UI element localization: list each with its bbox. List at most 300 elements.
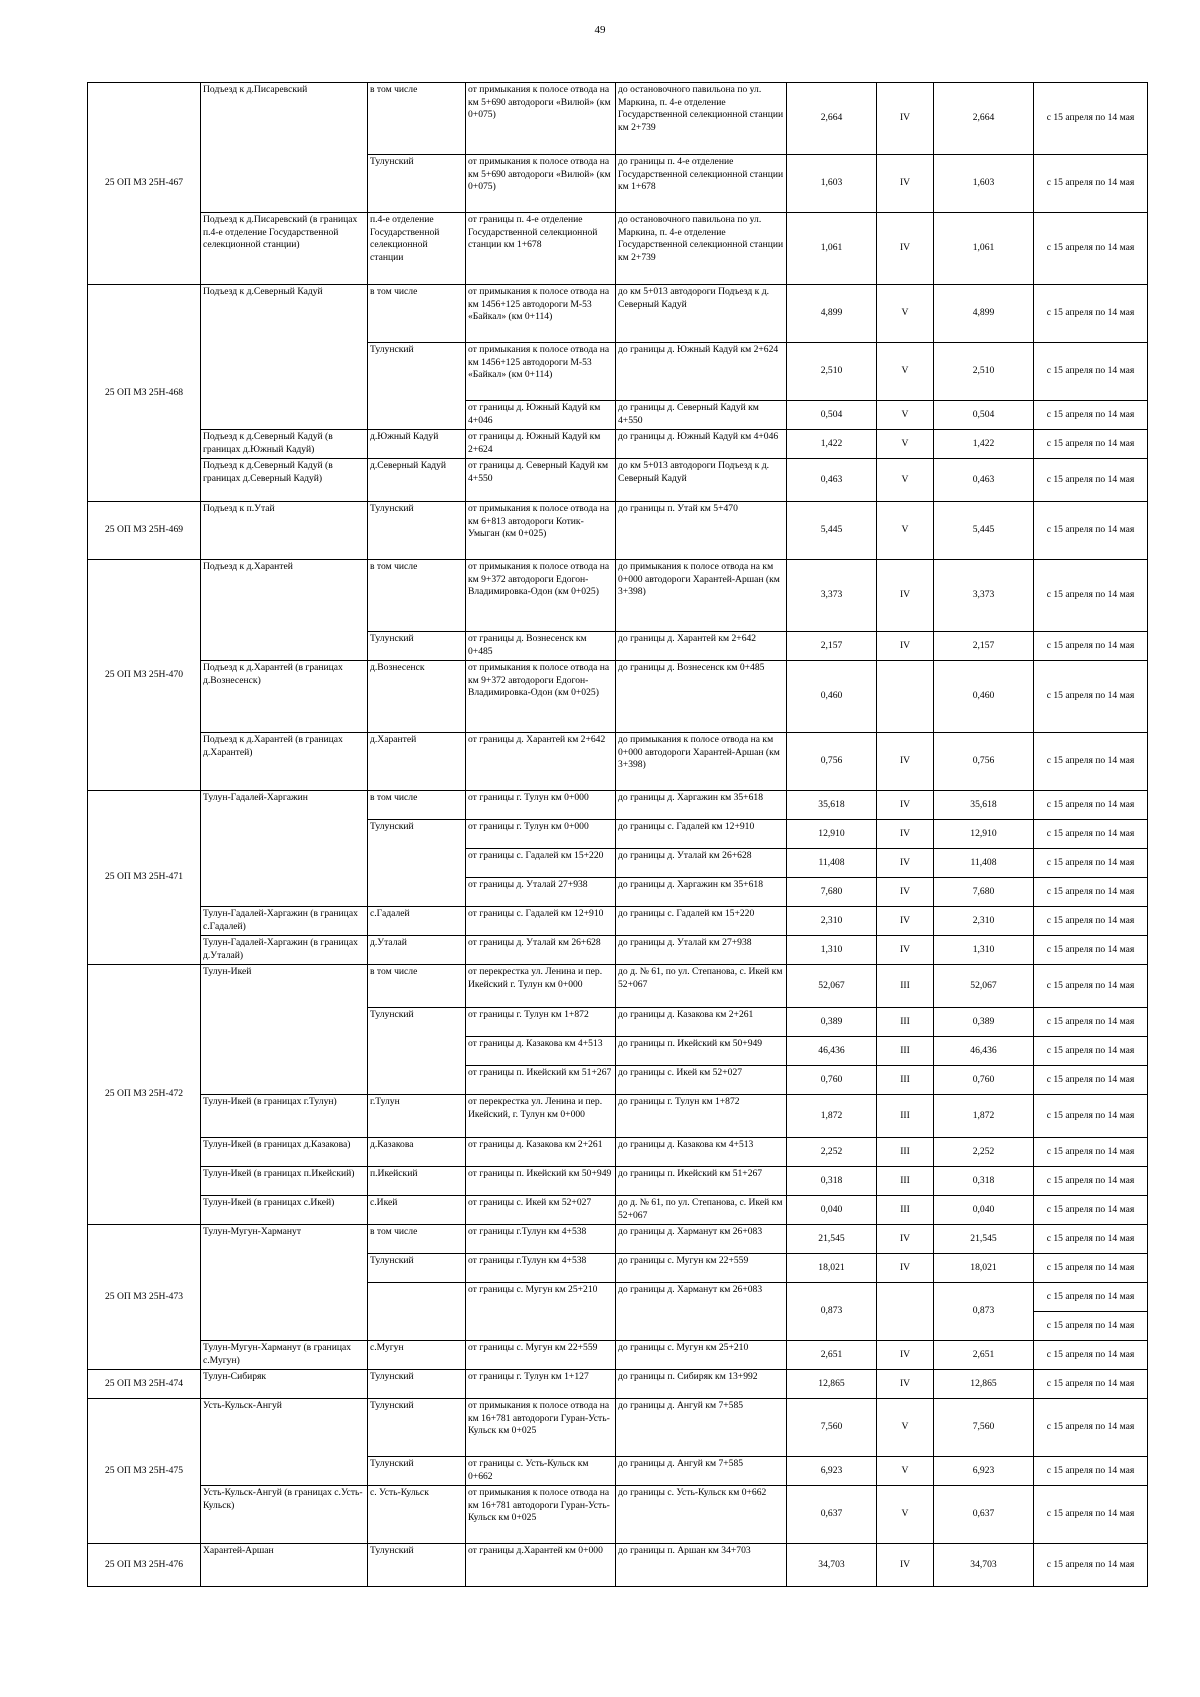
road-name: Подъезд к д.Харантей — [201, 560, 368, 661]
segment-start: от примыкания к полосе отвода на км 6+813 автодороги Котик-Умыган (км 0+025) — [466, 502, 616, 560]
segment-start: от границы с. Гадалей км 12+910 — [466, 907, 616, 936]
segment-start: от границы с. Усть-Кульск км 0+662 — [466, 1457, 616, 1486]
length-km: 1,310 — [787, 936, 877, 965]
table-row — [88, 459, 1148, 502]
table-row — [88, 285, 1148, 343]
segment-end: до д. № 61, по ул. Степанова, с. Икей км 52+067 — [616, 1196, 787, 1225]
road-category: IV — [877, 1544, 934, 1587]
road-category: III — [877, 1095, 934, 1138]
segment-end: до примыкания к полосе отвода на км 0+000 автодороги Харантей-Аршан (км 3+398) — [616, 733, 787, 791]
segment-start: от границы г. Тулун км 1+127 — [466, 1370, 616, 1399]
restricted-length: 7,680 — [934, 878, 1034, 907]
length-km: 12,865 — [787, 1370, 877, 1399]
restriction-period: с 15 апреля по 14 мая — [1034, 1037, 1148, 1066]
area-name: д.Харантей — [368, 733, 466, 791]
restriction-period: с 15 апреля по 14 мая — [1034, 1341, 1148, 1370]
length-km: 12,910 — [787, 820, 877, 849]
area-name: Тулунский — [368, 1370, 466, 1399]
area-name: д.Уталай — [368, 936, 466, 965]
table-row — [88, 661, 1148, 733]
restriction-period: с 15 апреля по 14 мая — [1034, 733, 1148, 791]
road-code: 25 ОП МЗ 25Н-468 — [88, 285, 201, 502]
road-category: V — [877, 1457, 934, 1486]
road-category: III — [877, 965, 934, 1008]
road-name: Подъезд к д.Писаревский — [201, 83, 368, 213]
restricted-length: 2,651 — [934, 1341, 1034, 1370]
segment-end: до границы д. Харманут км 26+083 — [616, 1225, 787, 1254]
road-category: IV — [877, 213, 934, 285]
restricted-length: 1,872 — [934, 1095, 1034, 1138]
table-row — [88, 733, 1148, 791]
segment-end: до остановочного павильона по ул. Маркина, п. 4-е отделение Государственной селекционной станции км 2+739 — [616, 213, 787, 285]
restricted-length: 0,637 — [934, 1486, 1034, 1544]
restriction-period: с 15 апреля по 14 мая — [1034, 849, 1148, 878]
segment-end: до д. № 61, по ул. Степанова, с. Икей км 52+067 — [616, 965, 787, 1008]
length-km: 1,422 — [787, 430, 877, 459]
length-km: 1,872 — [787, 1095, 877, 1138]
restriction-period: с 15 апреля по 14 мая — [1034, 285, 1148, 343]
area-name: в том числе — [368, 965, 466, 1008]
area-name: Тулунский — [368, 343, 466, 430]
length-km: 6,923 — [787, 1457, 877, 1486]
area-name: в том числе — [368, 83, 466, 155]
area-name: с.Гадалей — [368, 907, 466, 936]
table-row — [88, 1544, 1148, 1587]
segment-end: до остановочного павильона по ул. Маркина, п. 4-е отделение Государственной селекционной станции км 2+739 — [616, 83, 787, 155]
road-category: III — [877, 1037, 934, 1066]
table-row — [88, 1486, 1148, 1544]
road-category: V — [877, 430, 934, 459]
length-km: 34,703 — [787, 1544, 877, 1587]
road-category: IV — [877, 1254, 934, 1283]
area-name: Тулунский — [368, 820, 466, 907]
segment-start: от границы с. Мугун км 22+559 — [466, 1341, 616, 1370]
length-km: 0,389 — [787, 1008, 877, 1037]
segment-start: от границы д. Северный Кадуй км 4+550 — [466, 459, 616, 502]
segment-start: от примыкания к полосе отвода на км 5+690 автодороги «Вилюй» (км 0+075) — [466, 155, 616, 213]
segment-start: от примыкания к полосе отвода на км 9+372 автодороги Едогон-Владимировка-Одон (км 0+025) — [466, 661, 616, 733]
restricted-length: 0,873 — [934, 1283, 1034, 1341]
segment-end: до границы д. Казакова км 4+513 — [616, 1138, 787, 1167]
restricted-length: 0,756 — [934, 733, 1034, 791]
segment-end: до границы д. Харманут км 26+083 — [616, 1283, 787, 1341]
restricted-length: 2,510 — [934, 343, 1034, 401]
restricted-length: 0,389 — [934, 1008, 1034, 1037]
segment-end: до границы с. Усть-Кульск км 0+662 — [616, 1486, 787, 1544]
area-name: д.Казакова — [368, 1138, 466, 1167]
road-name: Подъезд к д.Харантей (в границах д.Вознесенск) — [201, 661, 368, 733]
restricted-length: 1,603 — [934, 155, 1034, 213]
length-km: 0,760 — [787, 1066, 877, 1095]
area-name: д.Вознесенск — [368, 661, 466, 733]
road-category: V — [877, 401, 934, 430]
segment-end: до границы п. 4-е отделение Государственной селекционной станции км 1+678 — [616, 155, 787, 213]
restricted-length: 2,157 — [934, 632, 1034, 661]
segment-start: от границы г. Тулун км 0+000 — [466, 820, 616, 849]
segment-start: от границы д. Уталай 27+938 — [466, 878, 616, 907]
road-category: IV — [877, 849, 934, 878]
restriction-period: с 15 апреля по 14 мая — [1034, 1225, 1148, 1254]
restricted-length: 2,664 — [934, 83, 1034, 155]
restriction-period: с 15 апреля по 14 мая — [1034, 661, 1148, 733]
restriction-period: с 15 апреля по 14 мая — [1034, 1095, 1148, 1138]
length-km: 5,445 — [787, 502, 877, 560]
restriction-period: с 15 апреля по 14 мая — [1034, 1486, 1148, 1544]
road-category: IV — [877, 1341, 934, 1370]
segment-start: от примыкания к полосе отвода на км 1456+125 автодороги М-53 «Байкал» (км 0+114) — [466, 343, 616, 401]
table-row — [88, 907, 1148, 936]
segment-start: от границы г.Тулун км 4+538 — [466, 1254, 616, 1283]
segment-end: до границы п. Икейский км 51+267 — [616, 1167, 787, 1196]
segment-end: до границы п. Аршан км 34+703 — [616, 1544, 787, 1587]
area-name: в том числе — [368, 560, 466, 632]
table-row — [88, 1196, 1148, 1225]
length-km: 0,756 — [787, 733, 877, 791]
area-name: Тулунский — [368, 1008, 466, 1095]
road-category: IV — [877, 632, 934, 661]
segment-end: до границы п. Сибиряк км 13+992 — [616, 1370, 787, 1399]
restriction-period: с 15 апреля по 14 мая — [1034, 502, 1148, 560]
road-category: IV — [877, 820, 934, 849]
road-code: 25 ОП МЗ 25Н-469 — [88, 502, 201, 560]
restriction-period: с 15 апреля по 14 мая — [1034, 1138, 1148, 1167]
segment-start: от границы п. Икейский км 51+267 — [466, 1066, 616, 1095]
length-km: 0,460 — [787, 661, 877, 733]
length-km: 0,873 — [787, 1283, 877, 1341]
length-km: 2,510 — [787, 343, 877, 401]
restriction-period: с 15 апреля по 14 мая — [1034, 965, 1148, 1008]
restricted-length: 0,463 — [934, 459, 1034, 502]
length-km: 2,651 — [787, 1341, 877, 1370]
restriction-period: с 15 апреля по 14 мая — [1034, 430, 1148, 459]
restriction-period: с 15 апреля по 14 мая — [1034, 632, 1148, 661]
restriction-period: с 15 апреля по 14 мая — [1034, 560, 1148, 632]
restricted-length: 7,560 — [934, 1399, 1034, 1457]
area-name: в том числе — [368, 285, 466, 343]
road-code: 25 ОП МЗ 25Н-476 — [88, 1544, 201, 1587]
segment-end: до границы д. Казакова км 2+261 — [616, 1008, 787, 1037]
restricted-length: 12,910 — [934, 820, 1034, 849]
restriction-period: с 15 апреля по 14 мая — [1034, 907, 1148, 936]
restricted-length: 1,310 — [934, 936, 1034, 965]
restriction-period: с 15 апреля по 14 мая — [1034, 83, 1148, 155]
restriction-period: с 15 апреля по 14 мая — [1034, 1312, 1148, 1341]
length-km: 2,664 — [787, 83, 877, 155]
area-name: г.Тулун — [368, 1095, 466, 1138]
segment-end: до границы с. Мугун км 25+210 — [616, 1341, 787, 1370]
table-row — [88, 936, 1148, 965]
road-name: Тулун-Гадалей-Харгажин (в границах с.Гадалей) — [201, 907, 368, 936]
segment-start: от перекрестка ул. Ленина и пер. Икейский г. Тулун км 0+000 — [466, 965, 616, 1008]
table-row — [88, 1341, 1148, 1370]
length-km: 1,061 — [787, 213, 877, 285]
segment-end: до границы д. Уталай км 27+938 — [616, 936, 787, 965]
area-name: Тулунский — [368, 1457, 466, 1486]
segment-end: до границы с. Гадалей км 12+910 — [616, 820, 787, 849]
restriction-period: с 15 апреля по 14 мая — [1034, 791, 1148, 820]
restricted-length: 0,460 — [934, 661, 1034, 733]
table-row — [88, 430, 1148, 459]
segment-start: от границы п. Икейский км 50+949 — [466, 1167, 616, 1196]
table-row — [88, 213, 1148, 285]
road-category: IV — [877, 1370, 934, 1399]
segment-end: до границы п. Утай км 5+470 — [616, 502, 787, 560]
length-km: 2,252 — [787, 1138, 877, 1167]
length-km: 52,067 — [787, 965, 877, 1008]
area-name: п.Икейский — [368, 1167, 466, 1196]
road-name: Тулун-Икей (в границах п.Икейский) — [201, 1167, 368, 1196]
segment-start: от границы д. Южный Кадуй км 2+624 — [466, 430, 616, 459]
road-name: Подъезд к д.Северный Кадуй — [201, 285, 368, 430]
road-category: III — [877, 1196, 934, 1225]
segment-start: от примыкания к полосе отвода на км 9+372 автодороги Едогон-Владимировка-Одон (км 0+025) — [466, 560, 616, 632]
road-code: 25 ОП МЗ 25Н-474 — [88, 1370, 201, 1399]
segment-end: до границы д. Харантей км 2+642 — [616, 632, 787, 661]
restriction-period: с 15 апреля по 14 мая — [1034, 1370, 1148, 1399]
segment-start: от границы д. Уталай км 26+628 — [466, 936, 616, 965]
restriction-period: с 15 апреля по 14 мая — [1034, 1066, 1148, 1095]
segment-end: до границы д. Ангуй км 7+585 — [616, 1399, 787, 1457]
road-name: Усть-Кульск-Ангуй — [201, 1399, 368, 1486]
area-name: в том числе — [368, 1225, 466, 1254]
segment-end: до границы с. Гадалей км 15+220 — [616, 907, 787, 936]
road-category: V — [877, 502, 934, 560]
table-row — [88, 791, 1148, 820]
length-km: 4,899 — [787, 285, 877, 343]
table-row — [88, 965, 1148, 1008]
restricted-length: 11,408 — [934, 849, 1034, 878]
road-category: III — [877, 1167, 934, 1196]
table-row — [88, 1167, 1148, 1196]
road-name: Усть-Кульск-Ангуй (в границах с.Усть-Кульск) — [201, 1486, 368, 1544]
segment-end: до км 5+013 автодороги Подъезд к д. Северный Кадуй — [616, 459, 787, 502]
segment-end: до границы д. Харгажин км 35+618 — [616, 791, 787, 820]
restriction-period: с 15 апреля по 14 мая — [1034, 1457, 1148, 1486]
road-category: IV — [877, 83, 934, 155]
area-name: Тулунский — [368, 1399, 466, 1457]
road-category: III — [877, 1066, 934, 1095]
road-name: Тулун-Сибиряк — [201, 1370, 368, 1399]
segment-end: до примыкания к полосе отвода на км 0+000 автодороги Харантей-Аршан (км 3+398) — [616, 560, 787, 632]
road-code: 25 ОП МЗ 25Н-467 — [88, 83, 201, 285]
road-category: IV — [877, 1225, 934, 1254]
road-name: Тулун-Икей (в границах д.Казакова) — [201, 1138, 368, 1167]
length-km: 0,318 — [787, 1167, 877, 1196]
road-name: Тулун-Икей (в границах с.Икей) — [201, 1196, 368, 1225]
segment-start: от границы д. Харантей км 2+642 — [466, 733, 616, 791]
road-code: 25 ОП МЗ 25Н-473 — [88, 1225, 201, 1370]
road-name: Подъезд к д.Писаревский (в границах п.4-е отделение Государственной селекционной станции) — [201, 213, 368, 285]
area-name: Тулунский — [368, 1544, 466, 1587]
restriction-period: с 15 апреля по 14 мая — [1034, 401, 1148, 430]
table-row — [88, 83, 1148, 155]
table-row — [88, 1138, 1148, 1167]
segment-start: от примыкания к полосе отвода на км 5+690 автодороги «Вилюй» (км 0+075) — [466, 83, 616, 155]
length-km: 0,504 — [787, 401, 877, 430]
road-name: Подъезд к д.Северный Кадуй (в границах д.Южный Кадуй) — [201, 430, 368, 459]
segment-start: от границы д.Харантей км 0+000 — [466, 1544, 616, 1587]
segment-end: до границы д. Вознесенск км 0+485 — [616, 661, 787, 733]
road-category: IV — [877, 733, 934, 791]
restriction-period: с 15 апреля по 14 мая — [1034, 936, 1148, 965]
restriction-period: с 15 апреля по 14 мая — [1034, 820, 1148, 849]
road-category: III — [877, 1008, 934, 1037]
segment-start: от границы г.Тулун км 4+538 — [466, 1225, 616, 1254]
segment-start: от границы д. Южный Кадуй км 4+046 — [466, 401, 616, 430]
area-name: с. Усть-Кульск — [368, 1486, 466, 1544]
segment-start: от границы г. Тулун км 0+000 — [466, 791, 616, 820]
restriction-period: с 15 апреля по 14 мая — [1034, 1254, 1148, 1283]
length-km: 18,021 — [787, 1254, 877, 1283]
segment-start: от границы д. Казакова км 4+513 — [466, 1037, 616, 1066]
restricted-length: 1,061 — [934, 213, 1034, 285]
road-code: 25 ОП МЗ 25Н-475 — [88, 1399, 201, 1544]
road-table — [87, 82, 1148, 1587]
table-row — [88, 502, 1148, 560]
road-category: IV — [877, 791, 934, 820]
restriction-period: с 15 апреля по 14 мая — [1034, 343, 1148, 401]
road-category: V — [877, 285, 934, 343]
segment-start: от границы с. Икей км 52+027 — [466, 1196, 616, 1225]
segment-end: до границы д. Уталай км 26+628 — [616, 849, 787, 878]
road-category: IV — [877, 936, 934, 965]
area-name: Тулунский — [368, 155, 466, 213]
restricted-length: 0,318 — [934, 1167, 1034, 1196]
restriction-period: с 15 апреля по 14 мая — [1034, 1196, 1148, 1225]
restricted-length: 2,252 — [934, 1138, 1034, 1167]
road-name: Подъезд к д.Харантей (в границах д.Харантей) — [201, 733, 368, 791]
segment-start: от примыкания к полосе отвода на км 16+781 автодороги Гуран-Усть-Кульск км 0+025 — [466, 1399, 616, 1457]
length-km: 7,680 — [787, 878, 877, 907]
road-category: IV — [877, 560, 934, 632]
restriction-period: с 15 апреля по 14 мая — [1034, 1283, 1148, 1312]
segment-end: до границы с. Икей км 52+027 — [616, 1066, 787, 1095]
restricted-length: 1,422 — [934, 430, 1034, 459]
restricted-length: 21,545 — [934, 1225, 1034, 1254]
segment-end: до границы с. Мугун км 22+559 — [616, 1254, 787, 1283]
segment-end: до границы д. Южный Кадуй км 2+624 — [616, 343, 787, 401]
area-name: п.4-е отделение Государственной селекционной станции — [368, 213, 466, 285]
road-category: V — [877, 1399, 934, 1457]
road-name: Подъезд к д.Северный Кадуй (в границах д.Северный Кадуй) — [201, 459, 368, 502]
area-name: с.Икей — [368, 1196, 466, 1225]
length-km: 3,373 — [787, 560, 877, 632]
area-name: д.Южный Кадуй — [368, 430, 466, 459]
restriction-period: с 15 апреля по 14 мая — [1034, 1167, 1148, 1196]
road-category: III — [877, 1138, 934, 1167]
restriction-period: с 15 апреля по 14 мая — [1034, 213, 1148, 285]
road-category: IV — [877, 907, 934, 936]
length-km: 2,157 — [787, 632, 877, 661]
segment-start: от перекрестка ул. Ленина и пер. Икейский, г. Тулун км 0+000 — [466, 1095, 616, 1138]
road-category: V — [877, 1486, 934, 1544]
road-name: Тулун-Мугун-Харманут — [201, 1225, 368, 1341]
area-name: д.Северный Кадуй — [368, 459, 466, 502]
restricted-length: 0,760 — [934, 1066, 1034, 1095]
area-name: с.Мугун — [368, 1341, 466, 1370]
length-km: 1,603 — [787, 155, 877, 213]
road-name: Подъезд к п.Утай — [201, 502, 368, 560]
road-category — [877, 661, 934, 733]
restricted-length: 6,923 — [934, 1457, 1034, 1486]
road-name: Тулун-Гадалей-Харгажин — [201, 791, 368, 907]
segment-start: от примыкания к полосе отвода на км 1456+125 автодороги М-53 «Байкал» (км 0+114) — [466, 285, 616, 343]
restriction-period: с 15 апреля по 14 мая — [1034, 1008, 1148, 1037]
restricted-length: 4,899 — [934, 285, 1034, 343]
segment-end: до границы д. Северный Кадуй км 4+550 — [616, 401, 787, 430]
area-name: Тулунский — [368, 1254, 466, 1283]
road-category: V — [877, 459, 934, 502]
segment-end: до границы п. Икейский км 50+949 — [616, 1037, 787, 1066]
table-row — [88, 1095, 1148, 1138]
restricted-length: 35,618 — [934, 791, 1034, 820]
road-name: Харантей-Аршан — [201, 1544, 368, 1587]
restriction-period: с 15 апреля по 14 мая — [1034, 155, 1148, 213]
segment-end: до границы г. Тулун км 1+872 — [616, 1095, 787, 1138]
table-row — [88, 1225, 1148, 1254]
segment-end: до км 5+013 автодороги Подъезд к д. Северный Кадуй — [616, 285, 787, 343]
restriction-period: с 15 апреля по 14 мая — [1034, 1399, 1148, 1457]
length-km: 21,545 — [787, 1225, 877, 1254]
restriction-period: с 15 апреля по 14 мая — [1034, 878, 1148, 907]
length-km: 0,040 — [787, 1196, 877, 1225]
restricted-length: 0,040 — [934, 1196, 1034, 1225]
segment-end: до границы д. Южный Кадуй км 4+046 — [616, 430, 787, 459]
road-name: Тулун-Мугун-Харманут (в границах с.Мугун) — [201, 1341, 368, 1370]
segment-start: от примыкания к полосе отвода на км 16+781 автодороги Гуран-Усть-Кульск км 0+025 — [466, 1486, 616, 1544]
table-row — [88, 1370, 1148, 1399]
page-number: 49 — [594, 24, 606, 36]
segment-end: до границы д. Ангуй км 7+585 — [616, 1457, 787, 1486]
length-km: 2,310 — [787, 907, 877, 936]
table-row — [88, 1399, 1148, 1457]
restricted-length: 34,703 — [934, 1544, 1034, 1587]
road-name: Тулун-Гадалей-Харгажин (в границах д.Уталай) — [201, 936, 368, 965]
area-name: Тулунский — [368, 632, 466, 661]
segment-start: от границы п. 4-е отделение Государственной селекционной станции км 1+678 — [466, 213, 616, 285]
restricted-length: 46,436 — [934, 1037, 1034, 1066]
restriction-period: с 15 апреля по 14 мая — [1034, 1544, 1148, 1587]
restriction-period: с 15 апреля по 14 мая — [1034, 459, 1148, 502]
segment-start: от границы с. Мугун км 25+210 — [466, 1283, 616, 1341]
area-name — [368, 1283, 466, 1341]
road-category: IV — [877, 155, 934, 213]
segment-start: от границы г. Тулун км 1+872 — [466, 1008, 616, 1037]
length-km: 46,436 — [787, 1037, 877, 1066]
restricted-length: 2,310 — [934, 907, 1034, 936]
length-km: 0,463 — [787, 459, 877, 502]
length-km: 11,408 — [787, 849, 877, 878]
road-code: 25 ОП МЗ 25Н-472 — [88, 965, 201, 1225]
road-category — [877, 1283, 934, 1341]
road-code: 25 ОП МЗ 25Н-471 — [88, 791, 201, 965]
segment-start: от границы д. Казакова км 2+261 — [466, 1138, 616, 1167]
area-name: в том числе — [368, 791, 466, 820]
restricted-length: 12,865 — [934, 1370, 1034, 1399]
road-name: Тулун-Икей — [201, 965, 368, 1095]
road-category: V — [877, 343, 934, 401]
restricted-length: 18,021 — [934, 1254, 1034, 1283]
table-row — [88, 560, 1148, 632]
segment-start: от границы с. Гадалей км 15+220 — [466, 849, 616, 878]
restricted-length: 5,445 — [934, 502, 1034, 560]
road-code: 25 ОП МЗ 25Н-470 — [88, 560, 201, 791]
road-name: Тулун-Икей (в границах г.Тулун) — [201, 1095, 368, 1138]
area-name: Тулунский — [368, 502, 466, 560]
segment-end: до границы д. Харгажин км 35+618 — [616, 878, 787, 907]
length-km: 35,618 — [787, 791, 877, 820]
restricted-length: 0,504 — [934, 401, 1034, 430]
